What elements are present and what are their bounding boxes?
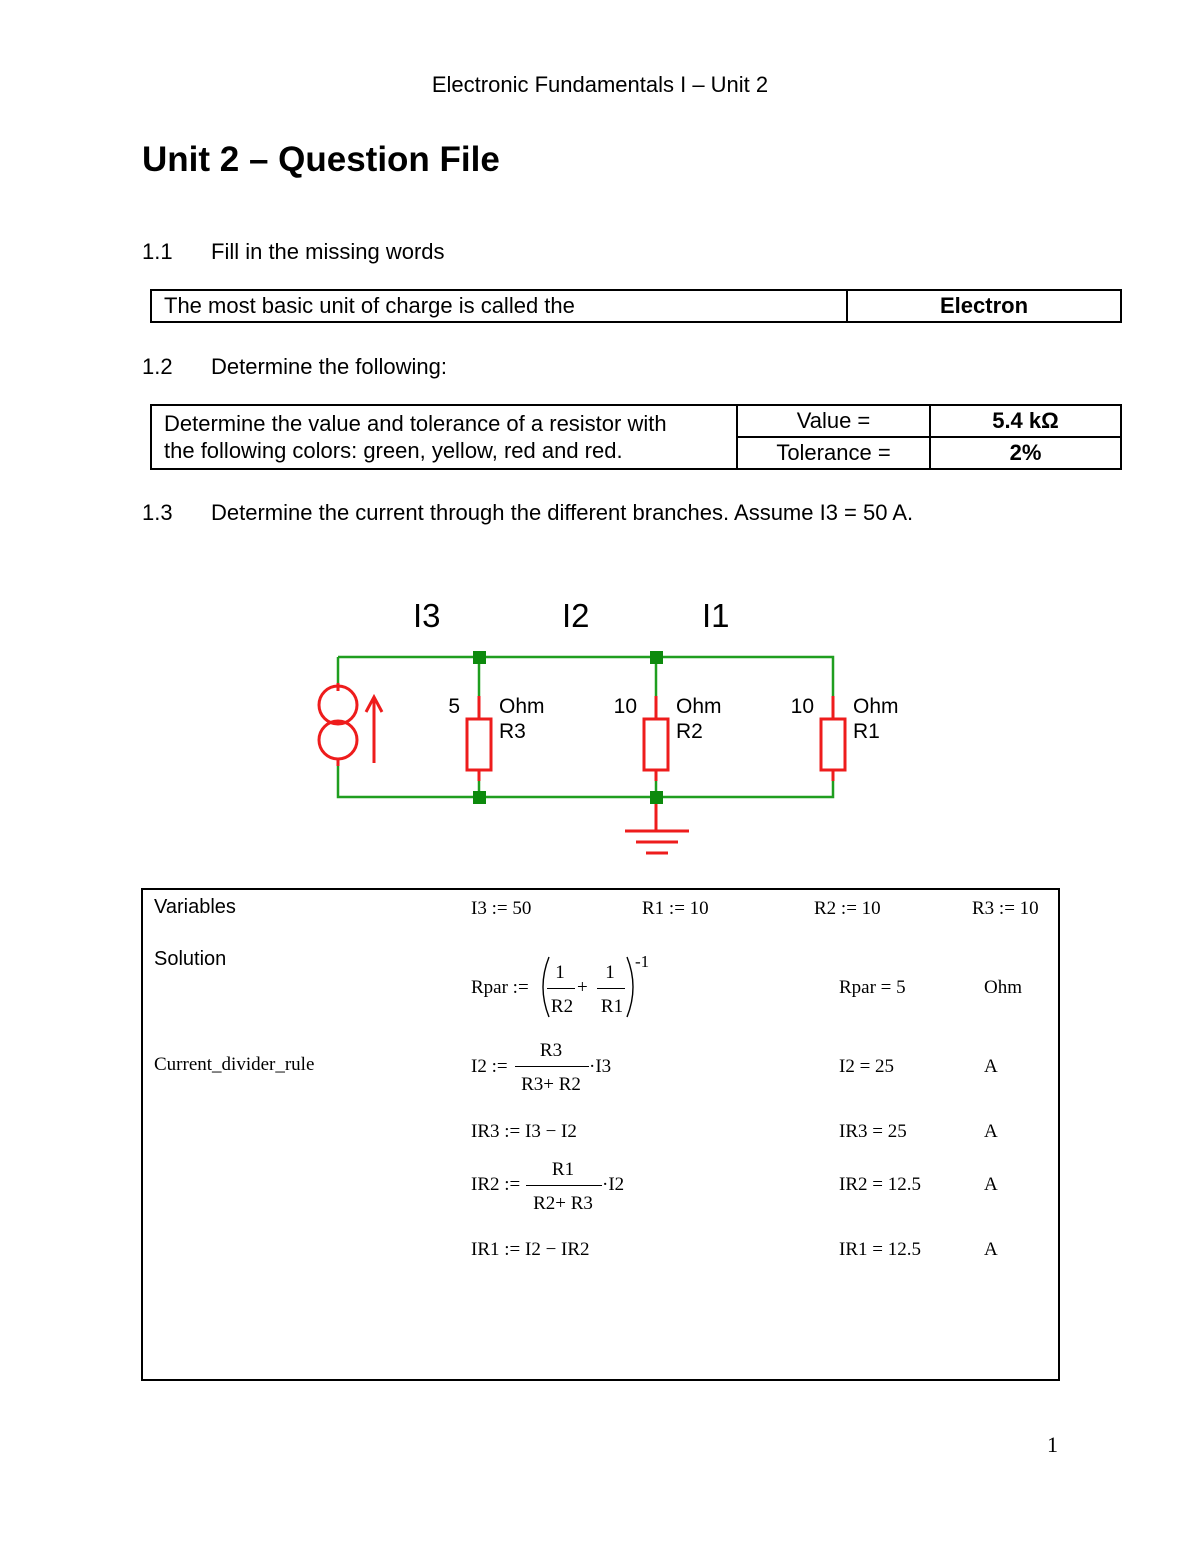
solution-label: Solution bbox=[154, 948, 227, 970]
ir3-equation: IR3 := I3 − I2 bbox=[471, 1121, 577, 1142]
bottom-rail-wire bbox=[338, 762, 833, 797]
node-bottom-middle bbox=[650, 791, 663, 804]
value-answer: 5.4 kΩ bbox=[930, 405, 1121, 437]
page-header: Electronic Fundamentals I – Unit 2 bbox=[431, 72, 769, 97]
rpar-term2-den: R1 bbox=[600, 996, 624, 1017]
rpar-term1-den: R2 bbox=[550, 996, 574, 1017]
ir2-result: IR2 = 12.5 bbox=[839, 1174, 921, 1195]
ir2-denominator: R2+ R3 bbox=[533, 1193, 593, 1214]
ir2-unit: A bbox=[984, 1174, 998, 1195]
r1-value: 10 bbox=[790, 695, 814, 718]
ir2-multiplier: ·I2 bbox=[602, 1174, 625, 1195]
i2-fraction-bar bbox=[515, 1066, 589, 1067]
question-text-1-3: Determine the current through the different branches. Assume I3 = 50 A. bbox=[211, 500, 914, 525]
ir1-equation: IR1 := I2 − IR2 bbox=[471, 1239, 590, 1260]
ground-symbol bbox=[625, 797, 689, 853]
node-top-middle bbox=[650, 651, 663, 664]
r2-unit: Ohm bbox=[676, 695, 722, 718]
ir3-unit: A bbox=[984, 1121, 998, 1142]
ir3-result: IR3 = 25 bbox=[839, 1121, 907, 1142]
circuit-schematic bbox=[300, 580, 900, 870]
r2-name: R2 bbox=[676, 720, 703, 743]
variables-label: Variables bbox=[154, 896, 236, 918]
page-number: 1 bbox=[1047, 1432, 1058, 1457]
current-divider-rule-label: Current_divider_rule bbox=[154, 1054, 315, 1075]
r3-value: 5 bbox=[448, 695, 460, 718]
question-number-1-1: 1.1 bbox=[142, 239, 173, 264]
rpar-lhs: Rpar := bbox=[471, 977, 529, 998]
rpar-term1-num: 1 bbox=[555, 962, 565, 983]
question-text-1-1: Fill in the missing words bbox=[211, 239, 445, 264]
node-top-left bbox=[473, 651, 486, 664]
question-number-1-2: 1.2 bbox=[142, 354, 173, 379]
answer-table-1-1 bbox=[150, 289, 1122, 323]
r2-value: 10 bbox=[613, 695, 637, 718]
prompt-line-2: the following colors: green, yellow, red and red. bbox=[164, 438, 623, 463]
resistor-r2 bbox=[644, 719, 668, 770]
def-i3: I3 := 50 bbox=[471, 898, 532, 919]
ir1-unit: A bbox=[984, 1239, 998, 1260]
r1-unit: Ohm bbox=[853, 695, 899, 718]
i2-multiplier: ·I3 bbox=[589, 1056, 612, 1077]
top-rail-wire bbox=[338, 657, 833, 697]
resistor-r3 bbox=[467, 719, 491, 770]
resistor-r1 bbox=[821, 719, 845, 770]
def-r2: R2 := 10 bbox=[814, 898, 881, 919]
r1-name: R1 bbox=[853, 720, 880, 743]
current-label-i1: I1 bbox=[702, 597, 730, 634]
i2-result: I2 = 25 bbox=[839, 1056, 895, 1077]
question-text-1-2: Determine the following: bbox=[211, 354, 448, 379]
calculation-box bbox=[141, 888, 1060, 1381]
r3-unit: Ohm bbox=[499, 695, 545, 718]
def-r3: R3 := 10 bbox=[972, 898, 1039, 919]
rpar-term2-num: 1 bbox=[605, 962, 615, 983]
current-label-i2: I2 bbox=[562, 597, 590, 634]
prompt-cell: The most basic unit of charge is called the bbox=[151, 290, 847, 322]
tolerance-label: Tolerance = bbox=[737, 437, 930, 469]
tolerance-answer: 2% bbox=[930, 437, 1121, 469]
i2-unit: A bbox=[984, 1056, 998, 1077]
r3-name: R3 bbox=[499, 720, 526, 743]
ir2-lhs: IR2 := bbox=[471, 1174, 521, 1195]
ir2-numerator: R1 bbox=[551, 1159, 575, 1180]
rpar-exponent: -1 bbox=[635, 952, 650, 971]
ir1-result: IR1 = 12.5 bbox=[839, 1239, 921, 1260]
rpar-plus: + bbox=[577, 977, 588, 998]
ir2-fraction-bar bbox=[526, 1185, 602, 1186]
rpar-result: Rpar = 5 bbox=[839, 977, 906, 998]
prompt-line-1: Determine the value and tolerance of a resistor with bbox=[164, 411, 667, 436]
question-number-1-3: 1.3 bbox=[142, 500, 173, 525]
rpar-term1-bar bbox=[547, 988, 575, 989]
value-label: Value = bbox=[737, 405, 930, 437]
def-r1: R1 := 10 bbox=[642, 898, 709, 919]
node-bottom-left bbox=[473, 791, 486, 804]
current-label-i3: I3 bbox=[413, 597, 441, 634]
current-source-symbol bbox=[319, 683, 382, 766]
prompt-cell bbox=[151, 405, 737, 469]
answer-table-1-2 bbox=[150, 404, 1122, 470]
i2-numerator: R3 bbox=[539, 1040, 563, 1061]
page-title: Unit 2 – Question File bbox=[142, 140, 500, 179]
answer-cell: Electron bbox=[847, 290, 1121, 322]
rpar-unit: Ohm bbox=[984, 977, 1022, 998]
i2-denominator: R3+ R2 bbox=[521, 1074, 581, 1095]
i2-lhs: I2 := bbox=[471, 1056, 508, 1077]
